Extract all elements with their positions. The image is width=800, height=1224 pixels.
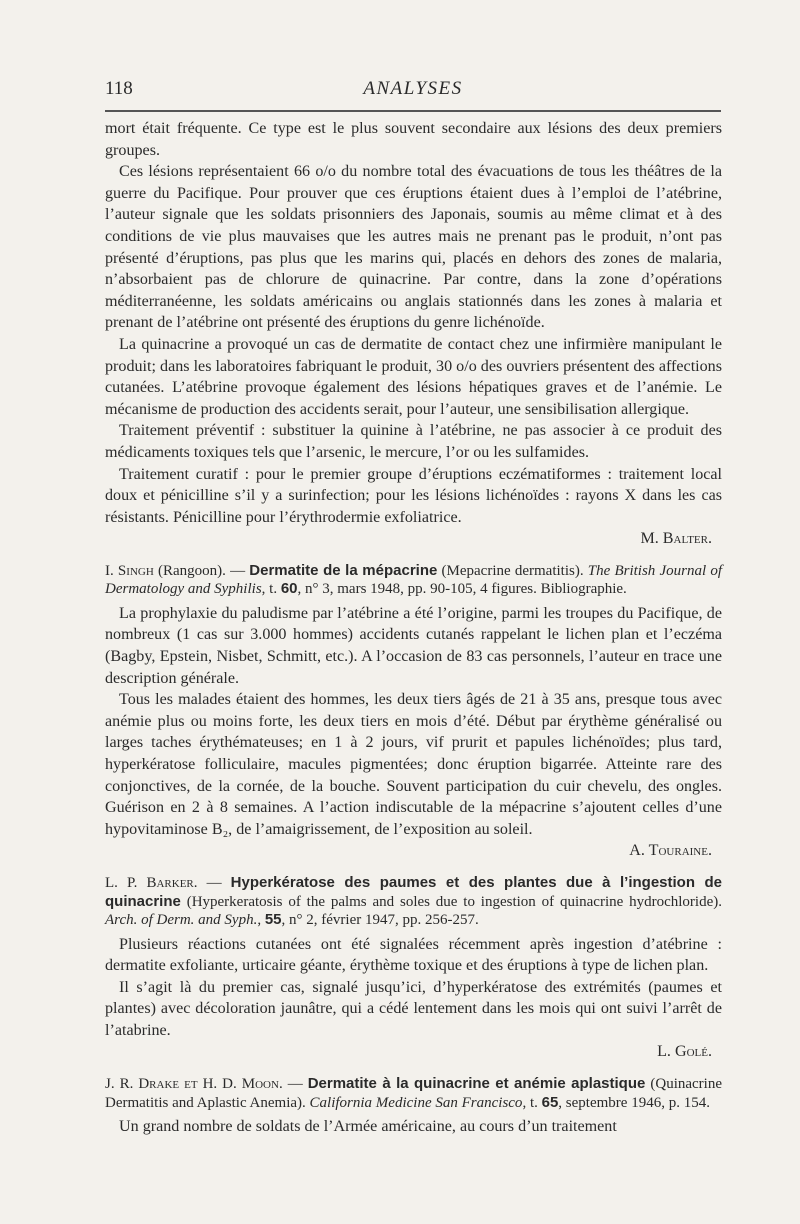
entry-citation-rest: , n° 3, mars 1948, pp. 90-105, 4 figures. Bibliographie. <box>297 581 627 598</box>
entry-author-note: (Rangoon). — <box>153 562 250 579</box>
entry-volume: 65 <box>541 1093 559 1111</box>
running-head: ANALYSES <box>363 78 463 99</box>
entry-citation-vol: , <box>257 912 265 928</box>
page-number: 118 <box>105 78 133 99</box>
paragraph: Ces lésions représentaient 66 o/o du nombre total des évacuations de tous les théâtres de la guerre du Pacifique. Pour prouver que ces éruptions étaient dues à l’emploi de l’atébrine, l’auteur signale que les soldats prisonniers des Japonais, soumis au même climat et à des conditions de vie plus mauvaises que les autres mais ne prenant pas le produit, n’ont pas présenté d’éruptions, pas plus que les marins qui, placés en dehors des zones de malaria, n’absorbaient pas de chlorure de quinacrine. Par contre, dans la zone d’opérations méditerranéenne, les soldats américains ou anglais stationnés dans les zones à malaria et prenant de l’atébrine ont présenté des éruptions du genre lichénoïde. <box>105 163 722 332</box>
entry-citation: (Hyperkeratosis of the palms and soles due to ingestion of quinacrine hydrochloride). <box>180 893 722 910</box>
entry-citation-rest: , n° 2, février 1947, pp. 256-257. <box>281 912 479 928</box>
paragraph: Il s’agit là du premier cas, signalé jusqu’ici, d’hyperkératose des extrémités (paumes et plantes) avec décoloration jaunâtre, qui a cédé lentement dans les mois qui ont suivi l’arrêt de l’atabrine. <box>105 978 722 1039</box>
header-rule <box>105 110 721 112</box>
signature: A. Touraine. <box>629 842 712 860</box>
body-text <box>105 118 722 1138</box>
entry-journal: The British Journal of Dermatology and Syphilis <box>105 562 723 598</box>
entry-title: Hyperkératose des paumes et des plantes due à l’ingestion de quinacrine <box>105 874 722 910</box>
entry-title: Dermatite de la mépacrine <box>249 561 438 579</box>
entry-citation: (Quinacrine Dermatitis and Aplastic Anemia). <box>105 1076 722 1111</box>
entry-volume: 55 <box>264 911 282 928</box>
entry-author-note: . — <box>278 1076 308 1093</box>
entry-journal: Arch. of Derm. and Syph. <box>105 912 258 928</box>
entry-author-note: . — <box>193 875 231 891</box>
entry-journal: California Medicine San Francisco <box>309 1094 523 1111</box>
entry-citation-vol: , t. <box>261 581 281 598</box>
paragraph: La prophylaxie du paludisme par l’atébrine a été l’origine, parmi les troupes du Pacifique, de nombreux (1 cas sur 3.000 hommes) accidents cutanés rappelant le lichen plan et l’eczéma (Bagby, Epstein, Nisbet, Schmitt, etc.). A l’occasion de 83 cas personnels, l’auteur en trace une description générale. <box>105 604 722 687</box>
paragraph: La quinacrine a provoqué un cas de dermatite de contact chez une infirmière manipulant le produit; dans les laboratoires fabriquant le produit, 30 o/o des ouvriers présentent des affections cutanées. L’atébrine provoque également des lésions hépatiques graves et de l’anémie. Le mécanisme de production des accidents serait, pour l’auteur, une sensibilisation allergique. <box>105 335 722 418</box>
entry-citation-vol: , t. <box>522 1094 542 1111</box>
entry-citation: (Mepacrine dermatitis). <box>437 562 588 579</box>
paragraph: Tous les malades étaient des hommes, les deux tiers âgés de 21 à 35 ans, presque tous avec anémie plus ou moins forte, les deux tiers en mois d’été. Début par érythème généralisé ou larges taches érythémateuses; en 1 à 2 jours, vif prurit et papules lichénoïdes; plus tard, hyperkératose folliculaire, macules pigmentées; donc éruption bigarrée. Atteinte rare des conjonctives, de la cornée, de la bouche. Souvent participation du cuir chevelu, des ongles. Guérison en 2 à 8 semaines. A l’action indiscutable de la mépacrine s’ajoutent celles d’une hypovitaminose B₂, de l’amaigrissement, de l’exposition au soleil. <box>105 691 722 838</box>
paragraph: Traitement préventif : substituer la quinine à l’atébrine, ne pas associer à ce produit des médicaments toxiques tels que l’arsenic, le mercure, l’or ou les sulfamides. <box>105 422 722 461</box>
entry-citation-rest: , septembre 1946, p. 154. <box>558 1094 710 1111</box>
paragraph: mort était fréquente. Ce type est le plus souvent secondaire aux lésions des deux premiers groupes. <box>105 120 722 159</box>
paragraph: Plusieurs réactions cutanées ont été signalées récemment après ingestion d’atébrine : dermatite exfoliante, urticaire géante, érythème toxique et des éruptions à type de lichen plan. <box>105 935 722 975</box>
signature: L. Golé. <box>657 1043 712 1061</box>
paragraph: Un grand nombre de soldats de l’Armée américaine, au cours d’un traitement <box>119 1118 617 1136</box>
review-entry-heading <box>105 874 722 930</box>
review-entry-heading <box>105 562 722 599</box>
signature: M. Balter. <box>640 530 712 548</box>
entry-author: I. Singh <box>105 562 154 579</box>
entry-author: J. R. Drake et H. D. Moon <box>105 1076 279 1093</box>
paragraph: Traitement curatif : pour le premier groupe d’éruptions eczématiformes : traitement local doux et pénicilline s’il y a surinfection; pour les lésions lichénoïdes : rayons X dans les cas résistants. Pénicilline pour l’érythrodermie exfoliatrice. <box>105 465 722 526</box>
entry-author: L. P. Barker <box>105 875 194 891</box>
entry-volume: 60 <box>280 580 298 598</box>
review-entry-heading <box>105 1075 722 1112</box>
entry-title: Dermatite à la quinacrine et anémie aplastique <box>307 1075 646 1093</box>
page-header <box>105 78 721 104</box>
